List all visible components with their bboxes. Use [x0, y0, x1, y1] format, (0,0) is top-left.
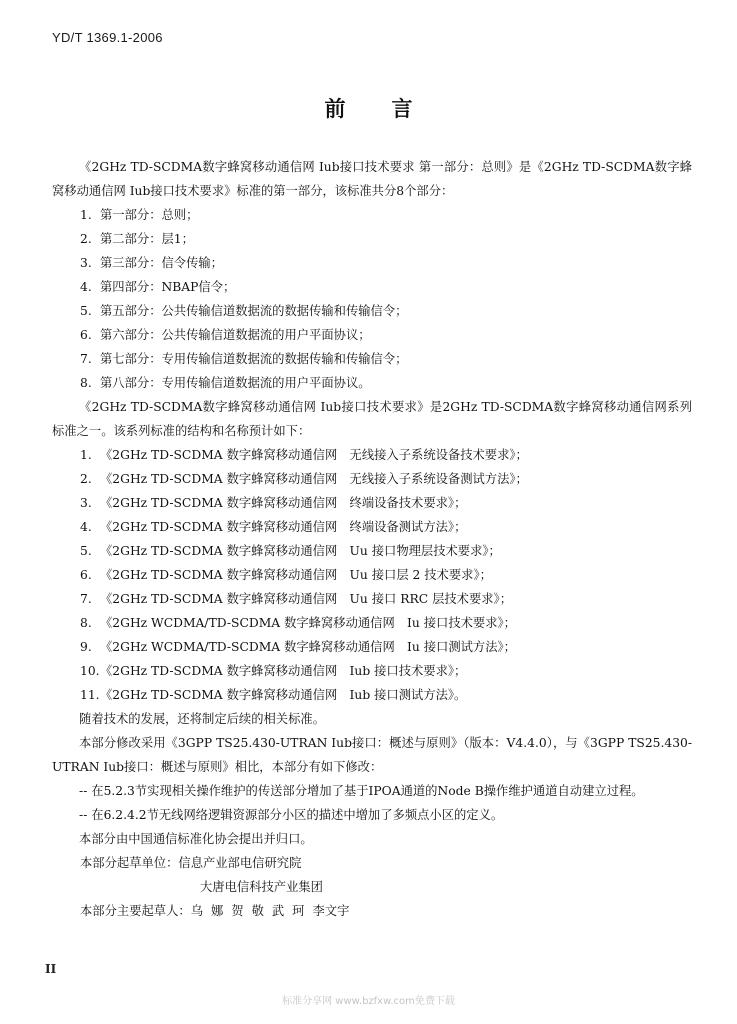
list-item: [52, 275, 692, 299]
list-item-text: 第六部分：公共传输信道数据流的用户平面协议；: [100, 328, 371, 342]
list-item-number: 2.: [80, 472, 92, 486]
list-item: [52, 515, 692, 539]
list-item-number: 1.: [80, 448, 92, 462]
list-item: [52, 635, 692, 659]
page-title: 前言: [324, 97, 459, 121]
modification-item-1: -- 在5.2.3节实现相关操作维护的传送部分增加了基于IPOA通道的Node B操作维护通道自动建立过程。: [79, 784, 644, 798]
modification-item-2: -- 在6.2.4.2节无线网络逻辑资源部分小区的描述中增加了多频点小区的定义。: [79, 808, 504, 822]
authors-label: 本部分主要起草人：: [80, 904, 191, 918]
list-item-text: 《2GHz WCDMA/TD-SCDMA 数字蜂窝移动通信网 Iu 接口技术要求》；: [100, 616, 516, 630]
drafters-label: 本部分起草单位：: [80, 856, 179, 870]
intro-paragraph: 《2GHz TD-SCDMA数字蜂窝移动通信网 Iub接口技术要求 第一部分：总则》是《2GHz TD-SCDMA数字蜂窝移动通信网 Iub接口技术要求》标准的第一部分，该标准共分8个部分：: [52, 160, 692, 198]
list-item: [52, 491, 692, 515]
list-item-text: 第四部分：NBAP信令；: [100, 280, 236, 294]
drafter-org-1: 信息产业部电信研究院: [178, 856, 302, 870]
list-item-number: 8.: [80, 376, 92, 390]
list-item: [52, 347, 692, 371]
list-item-text: 《2GHz TD-SCDMA 数字蜂窝移动通信网 Uu 接口 RRC 层技术要求》；: [100, 592, 512, 606]
list-item-number: 4.: [80, 520, 92, 534]
parts-list: [52, 203, 692, 395]
watermark-text: 标准分享网 www.bzfxw.com免费下载: [282, 996, 455, 1007]
list-item-number: 10.: [80, 664, 100, 678]
list-item-number: 6.: [80, 568, 92, 582]
list-item: [52, 467, 692, 491]
list-item-text: 第七部分：专用传输信道数据流的数据传输和传输信令；: [100, 352, 408, 366]
list-item: [52, 299, 692, 323]
list-item: [52, 227, 692, 251]
list-item-text: 《2GHz TD-SCDMA 数字蜂窝移动通信网 终端设备技术要求》；: [100, 496, 467, 510]
list-item-text: 《2GHz TD-SCDMA 数字蜂窝移动通信网 终端设备测试方法》；: [100, 520, 467, 534]
list-item: [52, 587, 692, 611]
list-item-number: 8.: [80, 616, 92, 630]
list-item: [52, 539, 692, 563]
list-item-text: 第三部分：信令传输；: [100, 256, 223, 270]
list-item-number: 5.: [80, 304, 92, 318]
following-paragraph: 随着技术的发展，还将制定后续的相关标准。: [79, 712, 325, 726]
list-item-text: 第八部分：专用传输信道数据流的用户平面协议。: [100, 376, 371, 390]
list-item-text: 第五部分：公共传输信道数据流的数据传输和传输信令；: [100, 304, 408, 318]
document-body: [52, 155, 692, 923]
list-item: [52, 611, 692, 635]
authors-line: [52, 899, 692, 923]
list-item-text: 第一部分：总则；: [100, 208, 199, 222]
modification-intro-paragraph: 本部分修改采用《3GPP TS25.430-UTRAN Iub接口：概述与原则》（版本：V4.4.0），与《3GPP TS25.430-UTRAN Iub接口：概述与原则》相比，本部分有如下修改：: [52, 736, 692, 774]
authors-names-tail: 李文宇: [312, 904, 350, 918]
drafters-line: [52, 851, 692, 875]
list-item: [52, 659, 692, 683]
list-item-text: 《2GHz TD-SCDMA 数字蜂窝移动通信网 Uu 接口物理层技术要求》；: [100, 544, 501, 558]
proposed-by-paragraph: 本部分由中国通信标准化协会提出并归口。: [79, 832, 313, 846]
list-item-text: 《2GHz TD-SCDMA 数字蜂窝移动通信网 Iub 接口测试方法》。: [100, 688, 467, 702]
drafter-org-2: 大唐电信科技产业集团: [200, 880, 323, 894]
list-item: [52, 683, 692, 707]
list-item: [52, 443, 692, 467]
list-item-number: 3.: [80, 496, 92, 510]
list-item-number: 11.: [80, 688, 100, 702]
list-item-text: 《2GHz TD-SCDMA 数字蜂窝移动通信网 无线接入子系统设备技术要求》；: [100, 448, 528, 462]
list-item-text: 《2GHz TD-SCDMA 数字蜂窝移动通信网 无线接入子系统设备测试方法》；: [100, 472, 528, 486]
list-item: [52, 251, 692, 275]
list-item-number: 3.: [80, 256, 92, 270]
list-item-text: 《2GHz TD-SCDMA 数字蜂窝移动通信网 Iub 接口技术要求》；: [100, 664, 467, 678]
series-intro-paragraph: 《2GHz TD-SCDMA数字蜂窝移动通信网 Iub接口技术要求》是2GHz TD-SCDMA数字蜂窝移动通信网系列标准之一。该系列标准的结构和名称预计如下：: [52, 400, 692, 438]
list-item: [52, 203, 692, 227]
list-item: [52, 563, 692, 587]
list-item: [52, 323, 692, 347]
list-item-text: 第二部分：层1；: [100, 232, 194, 246]
list-item: [52, 371, 692, 395]
list-item-number: 5.: [80, 544, 92, 558]
page-number: II: [45, 962, 57, 976]
list-item-number: 7.: [80, 592, 92, 606]
list-item-number: 7.: [80, 352, 92, 366]
list-item-number: 1.: [80, 208, 92, 222]
authors-names: 乌娜贺敬武珂: [190, 904, 313, 918]
list-item-text: 《2GHz TD-SCDMA 数字蜂窝移动通信网 Uu 接口层 2 技术要求》；: [100, 568, 492, 582]
list-item-text: 《2GHz WCDMA/TD-SCDMA 数字蜂窝移动通信网 Iu 接口测试方法》；: [100, 640, 516, 654]
series-list: [52, 443, 692, 707]
standard-code: YD/T 1369.1-2006: [52, 30, 163, 45]
list-item-number: 2.: [80, 232, 92, 246]
list-item-number: 6.: [80, 328, 92, 342]
list-item-number: 4.: [80, 280, 92, 294]
list-item-number: 9.: [80, 640, 92, 654]
